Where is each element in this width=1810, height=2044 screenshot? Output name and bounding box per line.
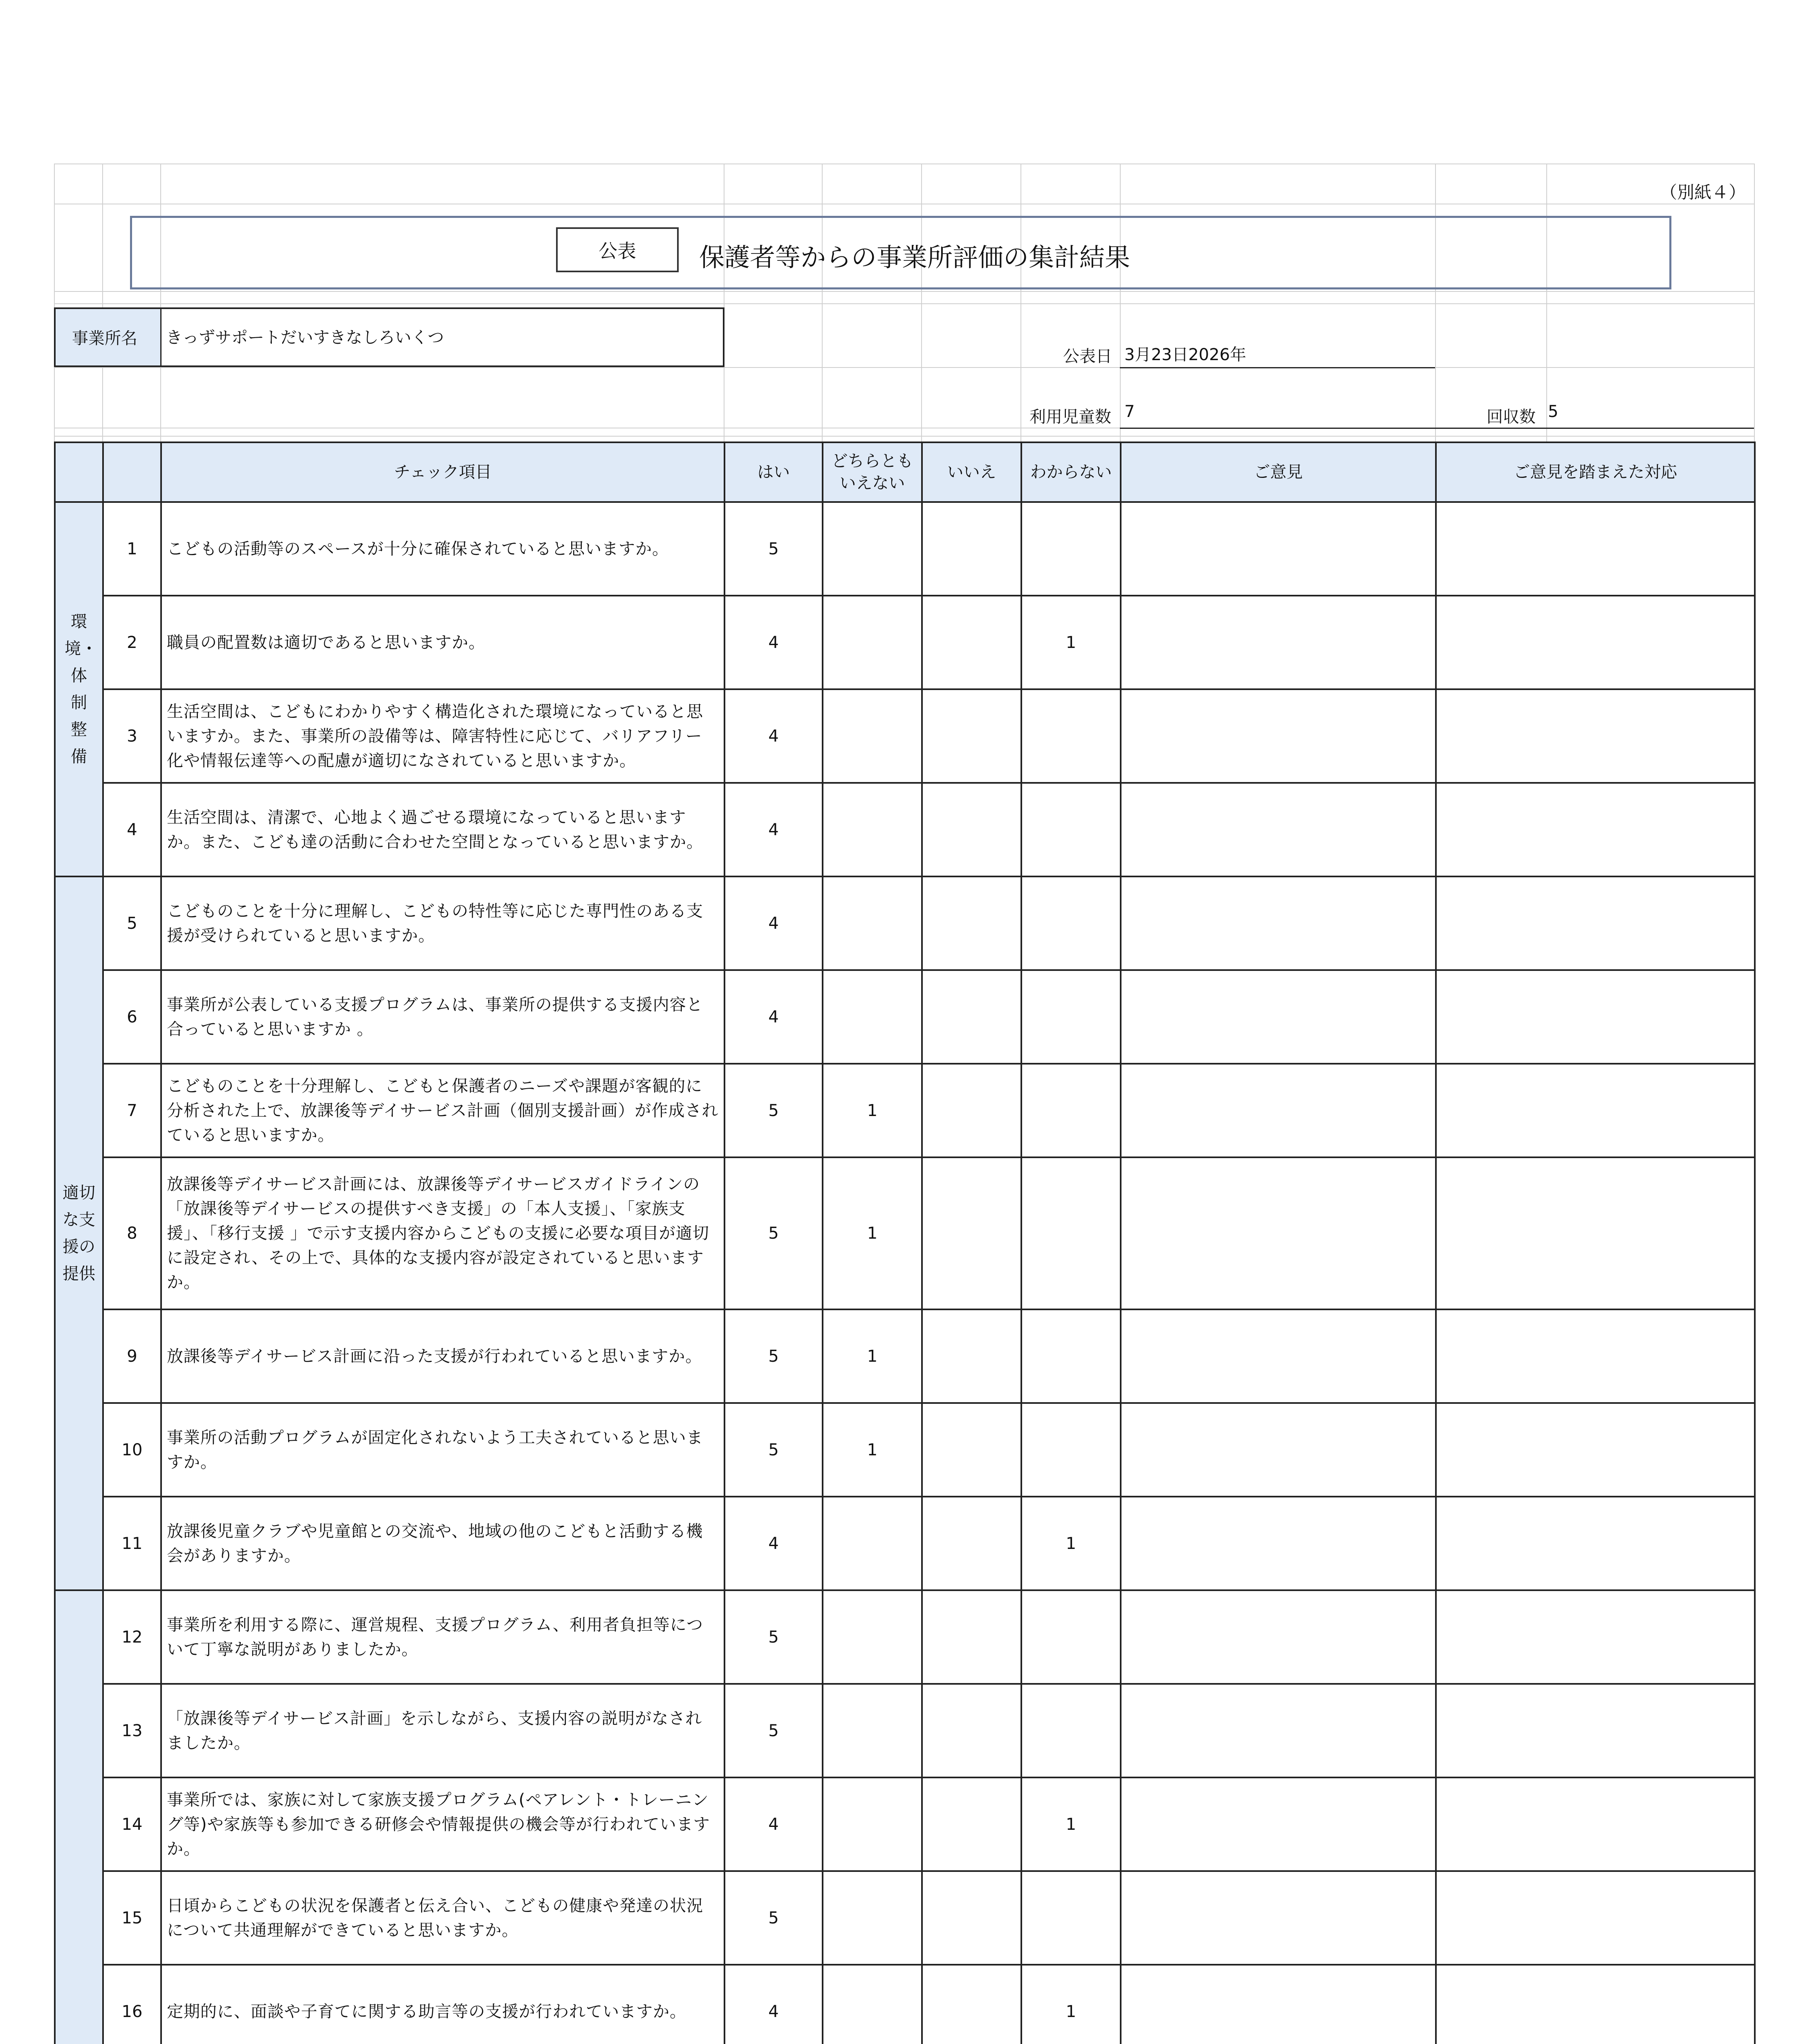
answer-count [922, 689, 1021, 783]
answer-count: 5 [724, 1403, 823, 1497]
answer-count: 5 [724, 1309, 823, 1403]
item-question: 放課後等デイサービス計画には、放課後等デイサービスガイドラインの「放課後等デイサービスの提供すべき支援」の「本人支援」、「家族支援」、「移行支援 」で示す支援内容からこどもの支援に必要な項目が適切に設定され、その上で、具体的な支援内容が設定されていると思いますか。 [161, 1157, 724, 1309]
opinion-cell [1121, 783, 1436, 876]
answer-count: 5 [724, 1684, 823, 1777]
opinion-cell [1121, 689, 1436, 783]
response-cell [1436, 1871, 1755, 1965]
answer-count [1021, 1403, 1121, 1497]
answer-count [1021, 1157, 1121, 1309]
header-unknown: わからない [1021, 442, 1121, 502]
answer-count [922, 502, 1021, 596]
answer-count [823, 1871, 922, 1965]
response-cell [1436, 1309, 1755, 1403]
category-explanation [55, 1590, 103, 2044]
item-question: こどもの活動等のスペースが十分に確保されていると思いますか。 [161, 502, 724, 596]
answer-count [1021, 1064, 1121, 1157]
opinion-cell [1121, 596, 1436, 689]
response-cell [1436, 689, 1755, 783]
answer-count: 5 [724, 1157, 823, 1309]
item-question: 事業所が公表している支援プログラムは、事業所の提供する支援内容と合っていると思いますか 。 [161, 970, 724, 1064]
users-label: 利用児童数 [1029, 408, 1111, 426]
answer-count [823, 970, 922, 1064]
item-number: 5 [103, 876, 161, 970]
publish-date: 3月23日2026年 [1124, 345, 1247, 364]
table-row [55, 1497, 1755, 1590]
answer-count: 5 [724, 1064, 823, 1157]
opinion-cell [1121, 1403, 1436, 1497]
answer-count [922, 1064, 1021, 1157]
answer-count: 1 [823, 1309, 922, 1403]
answer-count [823, 783, 922, 876]
attachment-label: （別紙４） [1660, 182, 1746, 202]
item-question: 日頃からこどもの状況を保護者と伝え合い、こどもの健康や発達の状況について共通理解ができていると思いますか。 [161, 1871, 724, 1965]
count-underline [1120, 428, 1754, 429]
item-question: 職員の配置数は適切であると思いますか。 [161, 596, 724, 689]
item-number: 4 [103, 783, 161, 876]
answer-count: 1 [823, 1157, 922, 1309]
answer-count: 1 [1021, 1777, 1121, 1871]
answer-count [823, 876, 922, 970]
item-question: 定期的に、面談や子育てに関する助言等の支援が行われていますか。 [161, 1965, 724, 2044]
response-cell [1436, 1157, 1755, 1309]
opinion-cell [1121, 876, 1436, 970]
table-row [55, 596, 1755, 689]
answer-count [1021, 783, 1121, 876]
answer-count: 4 [724, 876, 823, 970]
answer-count [823, 1965, 922, 2044]
item-number: 15 [103, 1871, 161, 1965]
answer-count [1021, 1590, 1121, 1684]
table-row [55, 1403, 1755, 1497]
item-number: 10 [103, 1403, 161, 1497]
answer-count: 4 [724, 970, 823, 1064]
answer-count [922, 1403, 1021, 1497]
answer-count [1021, 502, 1121, 596]
response-cell [1436, 783, 1755, 876]
answer-count: 5 [724, 1590, 823, 1684]
answer-count: 5 [724, 1871, 823, 1965]
response-cell [1436, 1684, 1755, 1777]
table-row [55, 1684, 1755, 1777]
header-number [103, 442, 161, 502]
table-row [55, 1777, 1755, 1871]
response-cell [1436, 1777, 1755, 1871]
response-cell [1436, 596, 1755, 689]
answer-count [823, 1684, 922, 1777]
header-item: チェック項目 [161, 442, 724, 502]
item-question: 生活空間は、清潔で、心地よく過ごせる環境になっていると思いますか。また、こども達の活動に合わせた空間となっていると思いますか。 [161, 783, 724, 876]
opinion-cell [1121, 1684, 1436, 1777]
answer-count: 1 [1021, 1497, 1121, 1590]
answer-count [922, 876, 1021, 970]
item-number: 8 [103, 1157, 161, 1309]
date-underline [1120, 367, 1435, 368]
answer-count [922, 1590, 1021, 1684]
answer-count: 1 [823, 1403, 922, 1497]
answer-count: 4 [724, 1777, 823, 1871]
answer-count: 4 [724, 1497, 823, 1590]
item-number: 11 [103, 1497, 161, 1590]
opinion-cell [1121, 1777, 1436, 1871]
table-row [55, 1965, 1755, 2044]
responses-label: 回収数 [1487, 408, 1536, 426]
item-number: 13 [103, 1684, 161, 1777]
answer-count [922, 1157, 1021, 1309]
table-row [55, 1590, 1755, 1684]
answer-count [823, 1590, 922, 1684]
answer-count [922, 1497, 1021, 1590]
opinion-cell [1121, 970, 1436, 1064]
category-support: 適切な支援の提供 [55, 876, 103, 1590]
facility-name-label: 事業所名 [72, 329, 137, 348]
item-question: こどものことを十分理解し、こどもと保護者のニーズや課題が客観的に分析された上で、放課後等デイサービス計画（個別支援計画）が作成されていると思いますか。 [161, 1064, 724, 1157]
response-cell [1436, 1965, 1755, 2044]
response-cell [1436, 1497, 1755, 1590]
opinion-cell [1121, 502, 1436, 596]
response-cell [1436, 1590, 1755, 1684]
opinion-cell [1121, 1871, 1436, 1965]
answer-count [922, 1965, 1021, 2044]
item-number: 2 [103, 596, 161, 689]
header-response: ご意見を踏まえた対応 [1436, 442, 1755, 502]
answer-count [1021, 689, 1121, 783]
header-no: いいえ [922, 442, 1021, 502]
response-cell [1436, 502, 1755, 596]
answer-count [1021, 970, 1121, 1064]
answer-count [823, 1497, 922, 1590]
answer-count [1021, 876, 1121, 970]
item-number: 1 [103, 502, 161, 596]
answer-count: 4 [724, 783, 823, 876]
item-question: こどものことを十分に理解し、こどもの特性等に応じた専門性のある支援が受けられていると思いますか。 [161, 876, 724, 970]
answer-count: 5 [724, 502, 823, 596]
item-number: 12 [103, 1590, 161, 1684]
answer-count: 4 [724, 1965, 823, 2044]
answer-count [922, 1309, 1021, 1403]
table-row [55, 783, 1755, 876]
item-question: 事業所の活動プログラムが固定化されないよう工夫されていると思いますか。 [161, 1403, 724, 1497]
answer-count [823, 596, 922, 689]
table-row [55, 876, 1755, 970]
answer-count: 1 [823, 1064, 922, 1157]
table-row [55, 689, 1755, 783]
table-row [55, 1064, 1755, 1157]
answer-count [922, 783, 1021, 876]
category-environment: 環境・体制整備 [55, 502, 103, 876]
answer-count [1021, 1309, 1121, 1403]
answer-count [922, 970, 1021, 1064]
table-row [55, 1309, 1755, 1403]
header-category [55, 442, 103, 502]
item-number: 16 [103, 1965, 161, 2044]
answer-count [922, 1871, 1021, 1965]
opinion-cell [1121, 1965, 1436, 2044]
item-number: 14 [103, 1777, 161, 1871]
item-number: 7 [103, 1064, 161, 1157]
header-row [55, 442, 1755, 502]
page-title: 保護者等からの事業所評価の集計結果 [699, 242, 1130, 272]
facility-name: きっずサポートだいすきなしろいくつ [166, 328, 444, 347]
item-number: 9 [103, 1309, 161, 1403]
table-row [55, 1871, 1755, 1965]
opinion-cell [1121, 1590, 1436, 1684]
table-row [55, 502, 1755, 596]
opinion-cell [1121, 1309, 1436, 1403]
users-count: 7 [1124, 402, 1135, 421]
table-row [55, 1157, 1755, 1309]
opinion-cell [1121, 1497, 1436, 1590]
item-question: 事業所を利用する際に、運営規程、支援プログラム、利用者負担等について丁寧な説明がありましたか。 [161, 1590, 724, 1684]
item-question: 放課後等デイサービス計画に沿った支援が行われていると思いますか。 [161, 1309, 724, 1403]
item-number: 3 [103, 689, 161, 783]
table-row [55, 970, 1755, 1064]
answer-count [922, 1684, 1021, 1777]
answer-count: 1 [1021, 596, 1121, 689]
answer-count [823, 689, 922, 783]
item-question: 生活空間は、こどもにわかりやすく構造化された環境になっていると思いますか。また、事業所の設備等は、障害特性に応じて、バリアフリー化や情報伝達等への配慮が適切になされていると思いますか。 [161, 689, 724, 783]
answer-count: 4 [724, 689, 823, 783]
checklist-table [54, 442, 1756, 2044]
item-question: 「放課後等デイサービス計画」を示しながら、支援内容の説明がなされましたか。 [161, 1684, 724, 1777]
answer-count [823, 1777, 922, 1871]
response-cell [1436, 876, 1755, 970]
responses-count: 5 [1548, 402, 1559, 421]
answer-count [823, 502, 922, 596]
header-opinion: ご意見 [1121, 442, 1436, 502]
item-question: 事業所では、家族に対して家族支援プログラム(ペアレント・トレーニング等)や家族等も参加できる研修会や情報提供の機会等が行われていますか。 [161, 1777, 724, 1871]
opinion-cell [1121, 1064, 1436, 1157]
response-cell [1436, 1064, 1755, 1157]
opinion-cell [1121, 1157, 1436, 1309]
response-cell [1436, 970, 1755, 1064]
item-number: 6 [103, 970, 161, 1064]
header-yes: はい [724, 442, 823, 502]
response-cell [1436, 1403, 1755, 1497]
answer-count: 4 [724, 596, 823, 689]
publish-badge: 公表 [556, 227, 679, 272]
answer-count: 1 [1021, 1965, 1121, 2044]
item-question: 放課後児童クラブや児童館との交流や、地域の他のこどもと活動する機会がありますか。 [161, 1497, 724, 1590]
answer-count [922, 1777, 1021, 1871]
answer-count [1021, 1684, 1121, 1777]
publish-date-label: 公表日 [1063, 347, 1112, 366]
answer-count [922, 596, 1021, 689]
answer-count [1021, 1871, 1121, 1965]
header-neither: どちらとも いえない [823, 442, 922, 502]
